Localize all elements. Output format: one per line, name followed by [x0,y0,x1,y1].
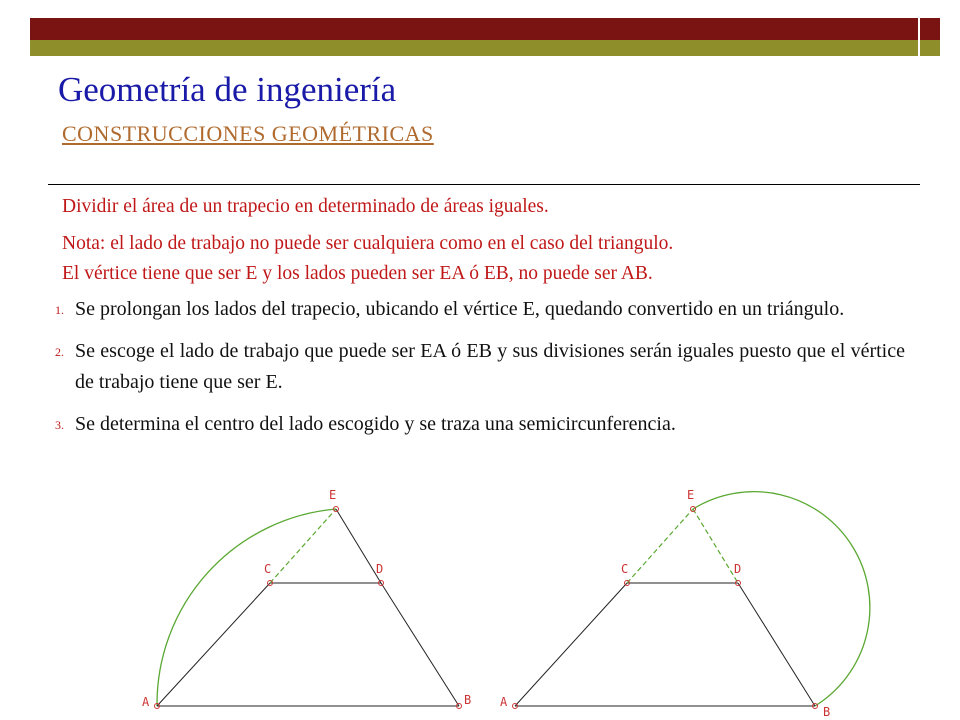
label-d: D [376,562,384,576]
label-b: B [464,693,472,707]
trapezoid-side-left [157,583,270,706]
step-number: 1. [55,303,64,317]
label-a: A [142,695,150,709]
figure-right [500,488,870,719]
label-b: B [823,705,831,719]
extension-dashed-left [627,509,693,583]
semicircle-arc-right [693,492,870,706]
step-text: Se prolongan los lados del trapecio, ubicando el vértice E, quedando convertido en un triángulo. [75,298,845,320]
label-c: C [264,562,272,576]
slide-title: Geometría de ingeniería [58,70,397,109]
label-d: D [734,562,742,576]
step-number: 3. [55,418,64,432]
label-e: E [329,488,337,502]
trapezoid-side-right [381,583,459,706]
label-a: A [500,695,508,709]
slide-subtitle-link[interactable]: CONSTRUCCIONES GEOMÉTRICAS [62,121,434,146]
trapezoid-side-right [738,583,815,706]
note-line-1: Nota: el lado de trabajo no puede ser cualquiera como en el caso del triangulo. [62,233,674,254]
step-text: Se determina el centro del lado escogido y se traza una semicircunferencia. [75,413,676,435]
step-number: 2. [55,345,64,359]
extension-dashed-right [693,509,738,583]
label-e: E [687,488,695,502]
note-line-2: El vértice tiene que ser E y los lados pueden ser EA ó EB, no puede ser AB. [62,263,653,284]
intro-text: Dividir el área de un trapecio en determinado de áreas iguales. [62,196,549,217]
label-c: C [621,562,629,576]
extension-dashed-left [270,509,336,583]
step-text: Se escoge el lado de trabajo que puede ser EA ó EB y sus divisiones serán iguales puesto que el vértice de trabajo tiene que ser E. [75,340,905,393]
figure-left [142,488,471,709]
trapezoid-side-left [515,583,627,706]
extension-solid-right [336,509,384,583]
